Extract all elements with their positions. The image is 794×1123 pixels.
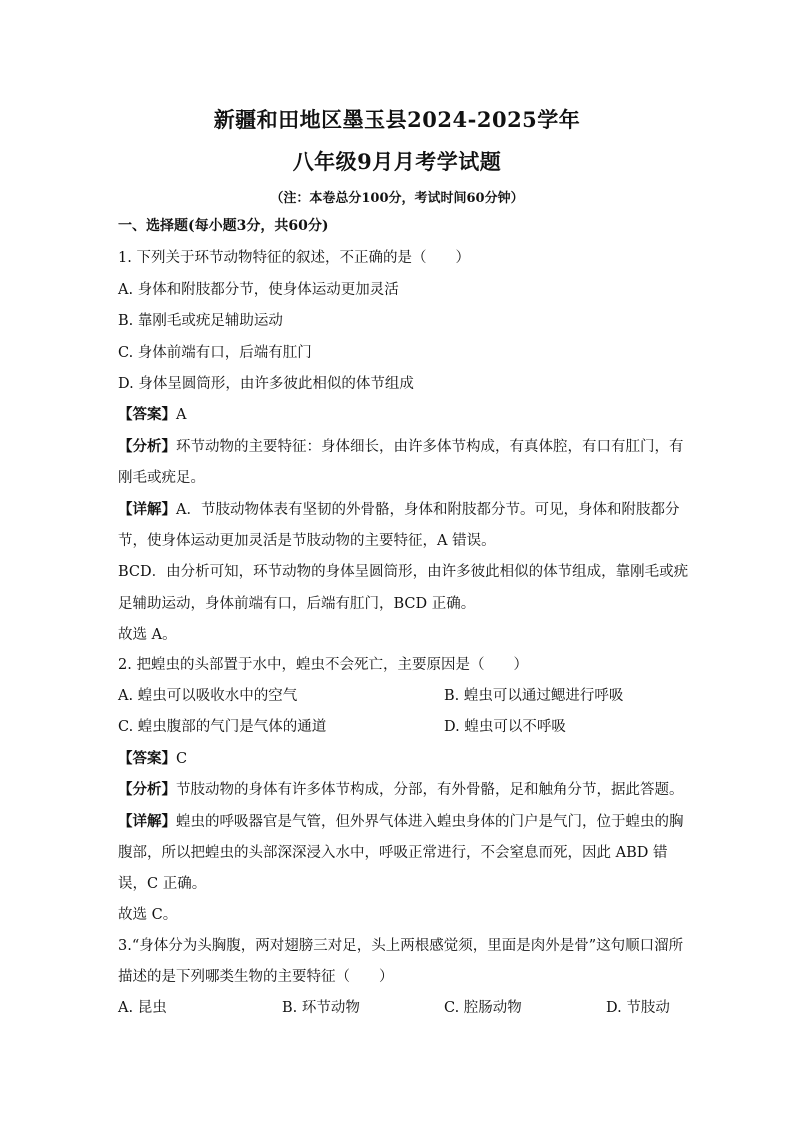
q2-detail-line3: 误，C 正确。 bbox=[118, 876, 207, 892]
section-heading: 一、选择题(每小题3分，共60分) bbox=[118, 218, 329, 234]
q1-detail-line2: 节，使身体运动更加灵活是节肢动物的主要特征，A 错误。 bbox=[118, 533, 496, 549]
q3-option-a: A. 昆虫 bbox=[118, 1000, 167, 1016]
q1-conclusion: 故选 A。 bbox=[118, 627, 177, 643]
q2-detail-line2: 腹部，所以把蝗虫的头部深深浸入水中，呼吸正常进行，不会窒息而死，因此 ABD 错 bbox=[118, 845, 668, 861]
q2-option-b: B. 蝗虫可以通过鳃进行呼吸 bbox=[444, 688, 624, 704]
detail-tag: 【详解】 bbox=[118, 813, 176, 830]
detail-tag: 【详解】 bbox=[118, 501, 176, 518]
analysis-tag: 【分析】 bbox=[118, 781, 176, 798]
q2-stem: 2. 把蝗虫的头部置于水中，蝗虫不会死亡，主要原因是（ ） bbox=[118, 657, 528, 673]
q2-option-d: D. 蝗虫可以不呼吸 bbox=[444, 719, 566, 735]
q3-option-c: C. 腔肠动物 bbox=[444, 1000, 522, 1016]
answer-tag: 【答案】 bbox=[118, 406, 176, 423]
q1-answer bbox=[118, 405, 186, 425]
exam-title-line2: 八年级9月月考学试题 bbox=[292, 149, 502, 174]
analysis-tag: 【分析】 bbox=[118, 438, 176, 455]
detail-text: 蝗虫的呼吸器官是气管，但外界气体进入蝗虫身体的门户是气门，位于蝗虫的胸 bbox=[176, 814, 684, 830]
q3-option-d: D. 节肢动 bbox=[606, 1000, 670, 1016]
q2-option-c: C. 蝗虫腹部的气门是气体的通道 bbox=[118, 719, 327, 735]
q1-analysis-line1 bbox=[118, 437, 684, 457]
q1-analysis-line2: 刚毛或疣足。 bbox=[118, 470, 205, 486]
q1-detail-line3: BCD．由分析可知，环节动物的身体呈圆筒形，由许多彼此相似的体节组成，靠刚毛或疣 bbox=[118, 564, 689, 580]
q1-option-c: C. 身体前端有口，后端有肛门 bbox=[118, 345, 312, 361]
q1-option-a: A. 身体和附肢都分节，使身体运动更加灵活 bbox=[118, 282, 399, 298]
q1-detail-line1 bbox=[118, 500, 679, 520]
analysis-text: 节肢动物的身体有许多体节构成，分部，有外骨骼，足和触角分节，据此答题。 bbox=[176, 782, 684, 798]
answer-tag: 【答案】 bbox=[118, 750, 176, 767]
q1-option-d: D. 身体呈圆筒形，由许多彼此相似的体节组成 bbox=[118, 376, 414, 392]
q1-stem: 1. 下列关于环节动物特征的叙述，不正确的是（ ） bbox=[118, 250, 470, 266]
q2-detail-line1 bbox=[118, 812, 684, 832]
q2-answer bbox=[118, 749, 187, 769]
q1-option-b: B. 靠刚毛或疣足辅助运动 bbox=[118, 313, 283, 329]
q3-stem-line2: 描述的是下列哪类生物的主要特征（ ） bbox=[118, 969, 394, 985]
q2-conclusion: 故选 C。 bbox=[118, 907, 178, 923]
q1-detail-line4: 足辅助运动，身体前端有口，后端有肛门，BCD 正确。 bbox=[118, 596, 476, 612]
q2-analysis-line1 bbox=[118, 780, 684, 800]
exam-note: （注：本卷总分100分，考试时间60分钟） bbox=[270, 191, 524, 206]
answer-value: C bbox=[176, 751, 188, 767]
exam-title-line1: 新疆和田地区墨玉县2024-2025学年 bbox=[213, 107, 581, 132]
analysis-text: 环节动物的主要特征：身体细长，由许多体节构成，有真体腔，有口有肛门，有 bbox=[176, 439, 684, 455]
q3-stem-line1: 3.“身体分为头胸腹，两对翅膀三对足，头上两根感觉须，里面是肉外是骨”这句顺口溜所 bbox=[118, 938, 684, 954]
detail-text: A．节肢动物体表有坚韧的外骨骼，身体和附肢都分节。可见，身体和附肢都分 bbox=[176, 502, 680, 518]
q3-option-b: B. 环节动物 bbox=[282, 1000, 360, 1016]
answer-value: A bbox=[176, 407, 187, 423]
q2-option-a: A. 蝗虫可以吸收水中的空气 bbox=[118, 688, 298, 704]
